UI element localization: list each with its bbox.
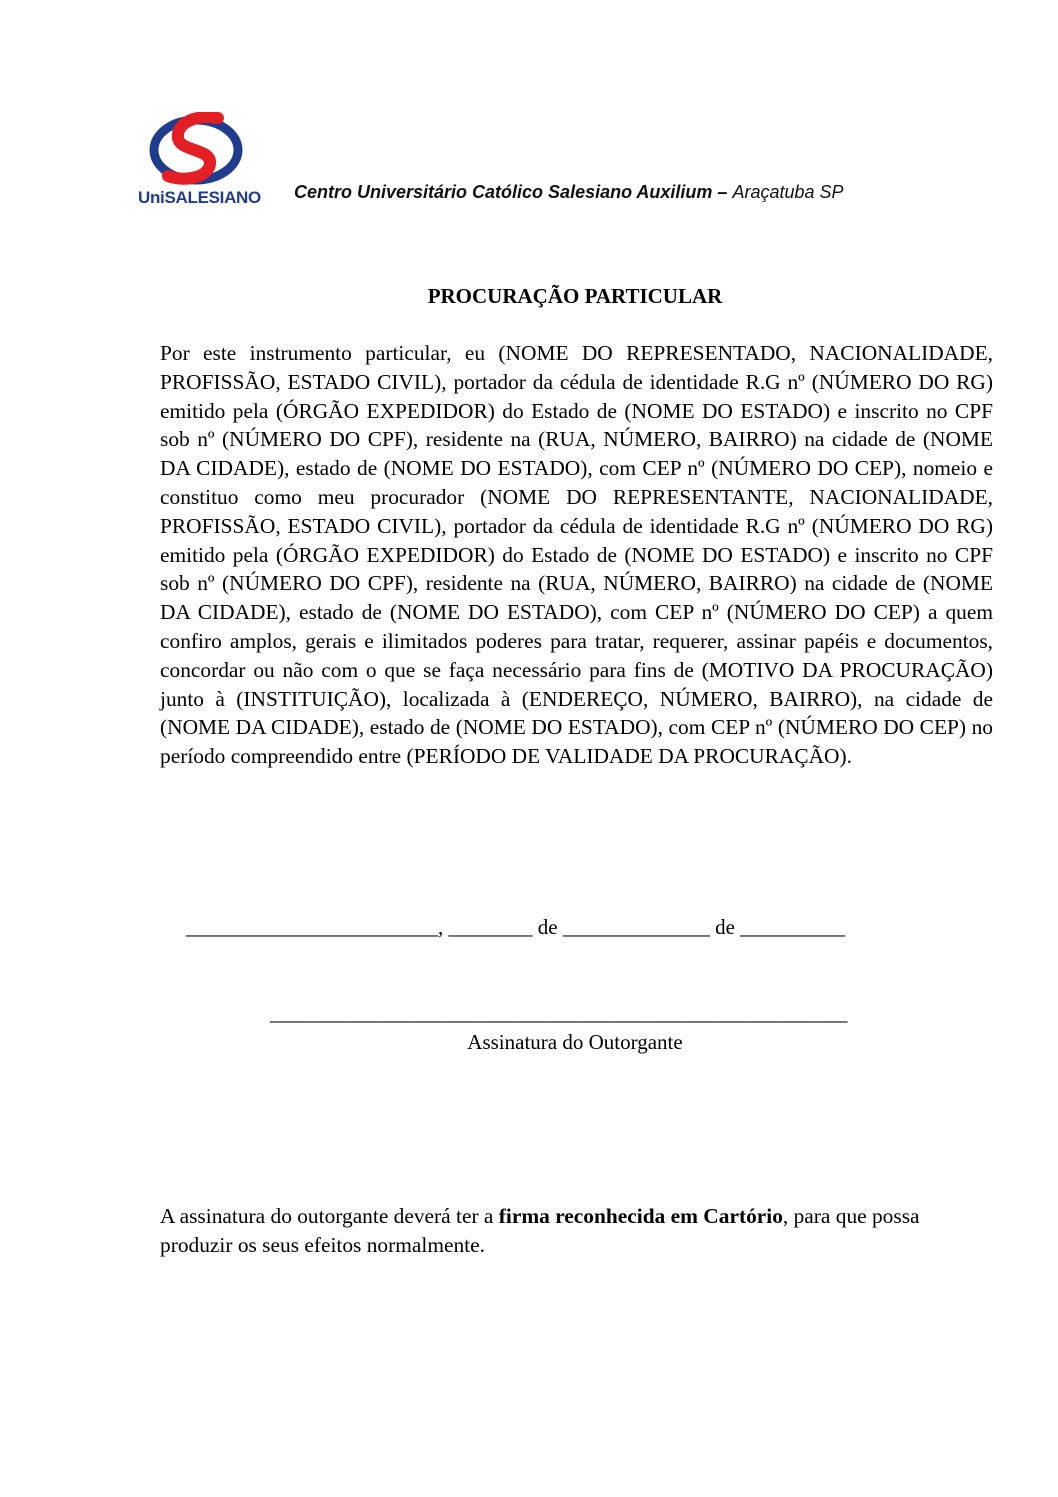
institution-heading — [294, 182, 844, 203]
letterhead — [138, 112, 938, 212]
signature-line: _______________________________________________________ — [270, 1001, 848, 1025]
note-text-start: A assinatura do outorgante deverá ter a — [160, 1204, 499, 1228]
institution-city: Araçatuba SP — [732, 182, 844, 202]
logo-wordmark — [138, 188, 261, 208]
salesiano-emblem-icon — [148, 112, 248, 190]
logo-prefix: Uni — [138, 188, 165, 207]
institution-name: Centro Universitário Católico Salesiano Auxilium – — [294, 182, 733, 202]
document-body: Por este instrumento particular, eu (NOME DO REPRESENTADO, NACIONALIDADE, PROFISSÃO, ESTADO CIVIL), portador da cédula de identidade R.G nº (NÚMERO DO RG) emitido pela (ÓRGÃO EXPEDIDOR) do Estado de (NOME DO ESTADO) e inscrito no CPF sob nº (NÚMERO DO CPF), residente na (RUA, NÚMERO, BAIRRO) na cidade de (NOME DA CIDADE), estado de (NOME DO ESTADO), com CEP nº (NÚMERO DO CEP), nomeio e constituo como meu procurador (NOME DO REPRESENTANTE, NACIONALIDADE, PROFISSÃO, ESTADO CIVIL), portador da cédula de identidade R.G nº (NÚMERO DO RG) emitido pela (ÓRGÃO EXPEDIDOR) do Estado de (NOME DO ESTADO) e inscrito no CPF sob nº (NÚMERO DO CPF), residente na (RUA, NÚMERO, BAIRRO) na cidade de (NOME DA CIDADE), estado de (NOME DO ESTADO), com CEP nº (NÚMERO DO CEP) a quem confiro amplos, gerais e ilimitados poderes para tratar, requerer, assinar papéis e documentos, concordar ou não com o que se faça necessário para fins de (MOTIVO DA PROCURAÇÃO) junto à (INSTITUIÇÃO), localizada à (ENDEREÇO, NÚMERO, BAIRRO), na cidade de (NOME DA CIDADE), estado de (NOME DO ESTADO), com CEP nº (NÚMERO DO CEP) no período compreendido entre (PERÍODO DE VALIDADE DA PROCURAÇÃO). — [160, 341, 993, 769]
logo-suffix: SALESIANO — [164, 188, 261, 207]
signature-label: Assinatura do Outorgante — [467, 1030, 683, 1054]
document-title: PROCURAÇÃO PARTICULAR — [427, 284, 723, 308]
unisalesiano-logo — [138, 112, 266, 208]
date-place-line: ________________________, ________ de ______________ de __________ — [186, 915, 846, 939]
note-text-bold: firma reconhecida em Cartório — [498, 1204, 783, 1228]
note-text-end: , para que possa produzir os seus efeitos normalmente. — [160, 1204, 920, 1257]
notary-note — [160, 1202, 993, 1260]
